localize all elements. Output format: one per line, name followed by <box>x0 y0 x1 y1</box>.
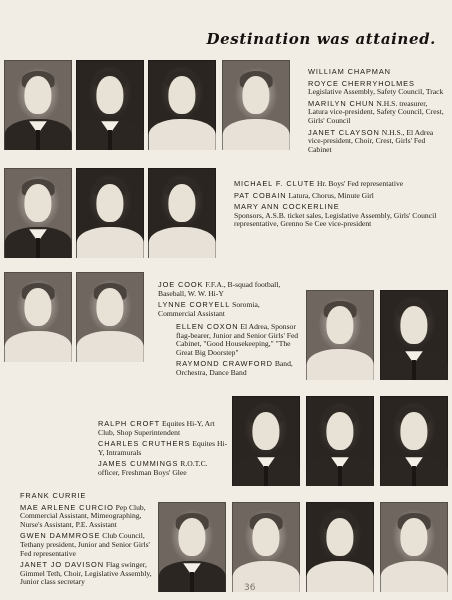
student-name: RAYMOND CRAWFORD <box>176 359 273 369</box>
portrait-photo <box>76 272 144 362</box>
portrait-photo <box>306 290 374 380</box>
portrait-photo <box>232 396 300 486</box>
portrait-photo <box>158 502 226 592</box>
student-entry <box>308 68 444 77</box>
student-entry <box>20 532 152 558</box>
student-entry <box>234 192 442 201</box>
student-entry <box>308 80 444 97</box>
student-name: ROYCE CHERRYHOLMES <box>308 78 415 88</box>
student-name: MICHAEL F. CLUTE <box>234 179 316 188</box>
student-name: JAMES CUMMINGS <box>98 459 179 469</box>
student-entry <box>98 440 228 457</box>
student-activities: Legislative Assembly, Safety Council, Track <box>308 87 444 97</box>
caption-group-5 <box>98 420 228 481</box>
student-name: MAE ARLENE CURCIO <box>20 502 114 512</box>
portrait-photo <box>148 60 216 150</box>
student-activities: Equites Hi-Y, Intramurals <box>98 439 228 457</box>
caption-group-6 <box>20 492 152 590</box>
student-name: JOE COOK <box>158 280 204 289</box>
student-name: JANET CLAYSON <box>308 127 380 137</box>
student-activities: Flag swinger, Gimmel Teth, Choir, Legislative Assembly, Junior class secretary <box>20 560 152 587</box>
portrait-photo <box>306 502 374 592</box>
portrait-photo <box>148 168 216 258</box>
page-heading: Destination was attained. <box>206 30 436 48</box>
student-activities: Equites Hi-Y, Art Club, Shop Superintendent <box>98 419 215 437</box>
student-name: MARY ANN COCKERLINE <box>234 202 340 212</box>
student-entry <box>158 301 298 318</box>
portrait-photo <box>380 396 448 486</box>
student-entry <box>98 420 228 437</box>
student-activities: N.H.S., El Adrea vice-president, Choir, Crest, Girls' Fed Cabinet <box>308 127 434 154</box>
caption-group-4 <box>176 323 300 381</box>
portrait-photo <box>380 502 448 592</box>
portrait-photo <box>4 272 72 362</box>
student-activities: Hr. Boys' Fed representative <box>316 179 404 188</box>
caption-group-1 <box>308 68 444 157</box>
caption-group-2 <box>234 180 442 232</box>
student-name: ELLEN COXON <box>176 322 239 331</box>
student-entry <box>20 504 152 530</box>
portrait-photo <box>76 60 144 150</box>
student-entry <box>98 460 228 477</box>
student-entry <box>308 100 444 126</box>
student-name: JANET JO DAVISON <box>20 560 104 570</box>
portrait-photo <box>76 168 144 258</box>
student-activities: Pep Club, Commercial Assistant, Mimeographing, Nurse's Assistant, P.E. Assistant <box>20 502 146 529</box>
student-activities: Band, Orchestra, Dance Band <box>176 359 293 377</box>
student-activities: Latura, Chorus, Minute Girl <box>288 190 374 200</box>
portrait-photo <box>306 396 374 486</box>
portrait-photo <box>380 290 448 380</box>
student-name: WILLIAM CHAPMAN <box>308 67 391 76</box>
student-name: RALPH CROFT <box>98 419 161 428</box>
student-activities: F.F.A., B-squad football, Baseball, W. W. Hi-Y <box>158 280 281 298</box>
portrait-photo <box>4 168 72 258</box>
student-name: LYNNE CORYELL <box>158 300 231 310</box>
student-name: FRANK CURRIE <box>20 491 87 500</box>
student-name: GWEN DAMMROSE <box>20 531 101 541</box>
portrait-photo <box>222 60 290 150</box>
student-entry <box>20 492 152 501</box>
caption-group-3 <box>158 281 298 321</box>
student-activities: Sponsors, A.S.B. ticket sales, Legislative Assembly, Girls' Council representative, Grenno Se Cee vice-president <box>234 210 437 229</box>
student-entry <box>234 180 442 189</box>
student-entry <box>176 360 300 377</box>
student-activities: N.H.S. treasurer, Latura vice-president, Safety Council, Crest, Girls' Council <box>308 98 444 125</box>
portrait-photo <box>4 60 72 150</box>
student-name: PAT COBAIN <box>234 190 287 200</box>
student-entry <box>20 561 152 587</box>
student-activities: El Adrea, Sponsor flag-bearer, Junior and Senior Girls' Fed Cabinet, "Good Housekeeping," "The Great Big Doorstep" <box>176 322 299 357</box>
student-name: CHARLES CRUTHERS <box>98 439 191 449</box>
student-entry <box>308 129 444 155</box>
portrait-photo <box>232 502 300 592</box>
page-number: 36 <box>244 583 256 593</box>
student-entry <box>158 281 298 298</box>
student-activities: Club Council, Tethany president, Junior and Senior Girls' Fed representative <box>20 531 150 558</box>
student-activities: R.O.T.C. officer, Freshman Boys' Glee <box>98 459 208 477</box>
student-entry <box>176 323 300 357</box>
student-name: MARILYN CHUN <box>308 98 375 108</box>
student-entry <box>234 203 442 229</box>
student-activities: Soromia, Commercial Assistant <box>158 300 260 318</box>
